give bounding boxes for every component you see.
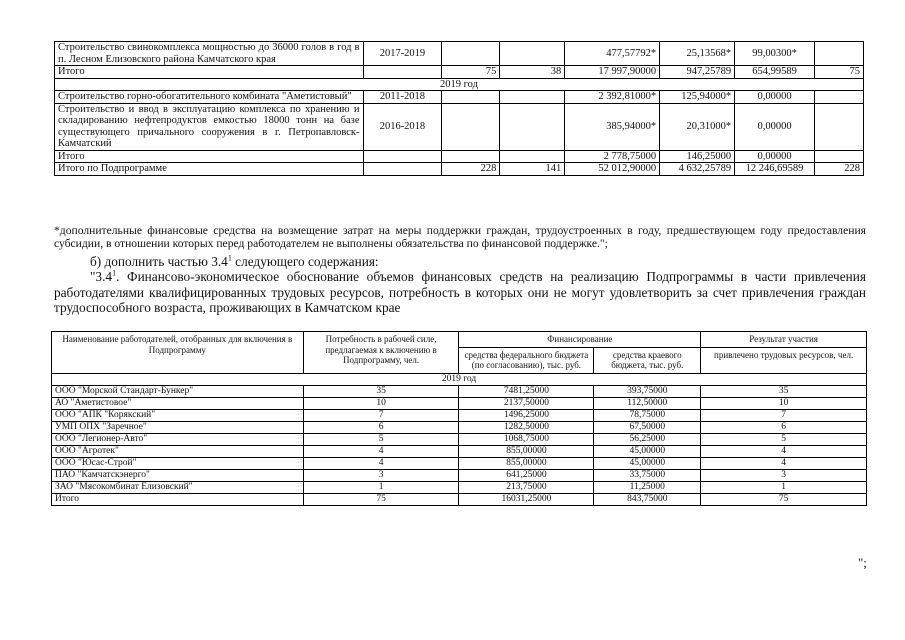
table-row <box>55 91 864 104</box>
cell-res <box>815 103 864 150</box>
cell-need: 3 <box>303 469 459 481</box>
table-row <box>52 409 867 421</box>
cell-c1 <box>442 150 500 163</box>
table-row <box>52 433 867 445</box>
header-federal: средства федерального бюджета (по согласованию), тыс. руб. <box>459 347 594 373</box>
header-attracted: привлечено трудовых ресурсов, чел. <box>701 347 867 373</box>
cell-res: 5 <box>701 433 867 445</box>
cell-name: ООО "АПК "Корякский" <box>52 409 304 421</box>
cell-name: АО "Аметистовое" <box>52 397 304 409</box>
cell-res: 228 <box>815 163 864 176</box>
cell-name: Строительство и ввод в эксплуатацию комплекса по хранению и складированию нефтепродуктов емкостью 18000 тонн на базе существующего причального сооружения в г. Петропавловск-Камчатский <box>55 103 364 150</box>
employers-financing-table <box>51 331 867 506</box>
cell-reg: 947,25789 <box>660 66 735 79</box>
cell-name: ООО "Юсас-Строй" <box>52 457 304 469</box>
cell-res <box>815 150 864 163</box>
cell-reg: 78,75000 <box>594 409 701 421</box>
cell-name: ПАО "Камчатскэнерго" <box>52 469 304 481</box>
cell-reg: 843,75000 <box>594 493 701 505</box>
header-financing: Финансирование <box>459 332 701 348</box>
cell-c2 <box>500 42 565 66</box>
cell-res: 3 <box>701 469 867 481</box>
subprogram-table-continued <box>54 41 864 176</box>
cell-res: 6 <box>701 421 867 433</box>
cell-fed: 1496,25000 <box>459 409 594 421</box>
header-regional: средства краевого бюджета, тыс. руб. <box>594 347 701 373</box>
year-row <box>52 373 867 385</box>
cell-res: 1 <box>701 481 867 493</box>
cell-reg: 45,00000 <box>594 457 701 469</box>
cell-emp: 654,99589 <box>735 66 815 79</box>
cell-res <box>815 42 864 66</box>
header-need: Потребность в рабочей силе, предлагаемая к включению в Подпрограмму, чел. <box>303 332 459 374</box>
year-row <box>55 78 864 91</box>
cell-reg: 393,75000 <box>594 385 701 397</box>
cell-emp: 99,00300* <box>735 42 815 66</box>
table-row <box>55 163 864 176</box>
amendment-item-b: б) дополнить частью $3.4^1$ следующего содержания: <box>90 253 379 269</box>
table-row <box>52 385 867 397</box>
cell-reg: 25,13568* <box>660 42 735 66</box>
header-result: Результат участия <box>701 332 867 348</box>
footnote: *дополнительные финансовые средства на возмещение затрат на меры поддержки граждан, трудоустроенных в году, предшествующем году предоставления субсидии, в отношении которых перед работодателем не выполнены обязательства по финансовой поддержке."; <box>54 224 866 250</box>
cell-name: ЗАО "Мясокомбинат Елизовский" <box>52 481 304 493</box>
table-row <box>52 445 867 457</box>
table-row <box>52 493 867 505</box>
table-row <box>55 66 864 79</box>
table-row <box>52 457 867 469</box>
cell-name: Строительство горно-обогатительного комбината "Аметистовый" <box>55 91 364 104</box>
cell-c2: 141 <box>500 163 565 176</box>
cell-res: 35 <box>701 385 867 397</box>
cell-fed: 52 012,90000 <box>565 163 660 176</box>
cell-emp: 0,00000 <box>735 103 815 150</box>
cell-c1 <box>442 42 500 66</box>
cell-name: ООО "Морской Стандарт-Бункер" <box>52 385 304 397</box>
cell-emp: 0,00000 <box>735 91 815 104</box>
cell-c2: 38 <box>500 66 565 79</box>
cell-reg: 125,94000* <box>660 91 735 104</box>
cell-reg: 67,50000 <box>594 421 701 433</box>
cell-need: 7 <box>303 409 459 421</box>
cell-period: 2016-2018 <box>363 103 442 150</box>
cell-name: ООО "Агротек" <box>52 445 304 457</box>
cell-c2 <box>500 150 565 163</box>
cell-fed: 1068,75000 <box>459 433 594 445</box>
cell-reg: 45,00000 <box>594 445 701 457</box>
cell-need: 35 <box>303 385 459 397</box>
cell-name: Итого <box>55 150 364 163</box>
cell-res: 4 <box>701 457 867 469</box>
table-row <box>55 150 864 163</box>
cell-res: 4 <box>701 445 867 457</box>
cell-need: 1 <box>303 481 459 493</box>
cell-res <box>815 91 864 104</box>
cell-name: Итого <box>55 66 364 79</box>
cell-need: 10 <box>303 397 459 409</box>
cell-name: Итого по Подпрограмме <box>55 163 364 176</box>
cell-need: 5 <box>303 433 459 445</box>
cell-c1 <box>442 103 500 150</box>
cell-period: 2011-2018 <box>363 91 442 104</box>
cell-fed: 2137,50000 <box>459 397 594 409</box>
cell-res: 7 <box>701 409 867 421</box>
cell-fed: 1282,50000 <box>459 421 594 433</box>
cell-c1: 75 <box>442 66 500 79</box>
cell-period <box>363 150 442 163</box>
cell-fed: 213,75000 <box>459 481 594 493</box>
cell-fed: 855,00000 <box>459 445 594 457</box>
cell-reg: 33,75000 <box>594 469 701 481</box>
table-row <box>52 397 867 409</box>
section-3-4-1-heading: "$3.4^1$. Финансово-экономическое обоснование объемов финансовых средств на реализацию Подпрограммы в части привлечения работодателями квалифицированных трудовых ресурсов, потребность в которых они не могут удовлетворить за счет привлечения граждан трудоспособного возраста, проживающих в Камчатском крае <box>54 268 866 315</box>
header-employers: Наименование работодателей, отобранных для включения в Подпрограмму <box>52 332 304 374</box>
cell-c1 <box>442 91 500 104</box>
table-row <box>55 42 864 66</box>
cell-name: Итого <box>52 493 304 505</box>
cell-c2 <box>500 91 565 104</box>
cell-need: 75 <box>303 493 459 505</box>
cell-name: УМП ОПХ "Заречное" <box>52 421 304 433</box>
cell-name: Строительство свинокомплекса мощностью до 36000 голов в год в п. Лесном Елизовского района Камчатского края <box>55 42 364 66</box>
cell-fed: 2 778,75000 <box>565 150 660 163</box>
cell-fed: 855,00000 <box>459 457 594 469</box>
cell-res: 10 <box>701 397 867 409</box>
cell-emp: 0,00000 <box>735 150 815 163</box>
cell-period <box>363 66 442 79</box>
cell-reg: 11,25000 <box>594 481 701 493</box>
cell-need: 4 <box>303 457 459 469</box>
cell-need: 4 <box>303 445 459 457</box>
cell-fed: 641,25000 <box>459 469 594 481</box>
cell-res: 75 <box>815 66 864 79</box>
year-label: 2019 год <box>55 78 864 91</box>
cell-need: 6 <box>303 421 459 433</box>
table-row <box>55 103 864 150</box>
cell-fed: 16031,25000 <box>459 493 594 505</box>
cell-reg: 146,25000 <box>660 150 735 163</box>
cell-reg: 4 632,25789 <box>660 163 735 176</box>
cell-reg: 56,25000 <box>594 433 701 445</box>
cell-name: ООО "Легионер-Авто" <box>52 433 304 445</box>
table-row <box>52 481 867 493</box>
cell-c1: 228 <box>442 163 500 176</box>
cell-period: 2017-2019 <box>363 42 442 66</box>
cell-emp: 12 246,69589 <box>735 163 815 176</box>
cell-fed: 2 392,81000* <box>565 91 660 104</box>
cell-c2 <box>500 103 565 150</box>
cell-fed: 385,94000* <box>565 103 660 150</box>
year-label: 2019 год <box>52 373 867 385</box>
table-row <box>52 469 867 481</box>
cell-res: 75 <box>701 493 867 505</box>
cell-fed: 7481,25000 <box>459 385 594 397</box>
cell-fed: 17 997,90000 <box>565 66 660 79</box>
cell-fed: 477,57792* <box>565 42 660 66</box>
cell-period <box>363 163 442 176</box>
table-row <box>52 421 867 433</box>
cell-reg: 112,50000 <box>594 397 701 409</box>
cell-reg: 20,31000* <box>660 103 735 150</box>
closing-quote: "; <box>858 555 867 570</box>
